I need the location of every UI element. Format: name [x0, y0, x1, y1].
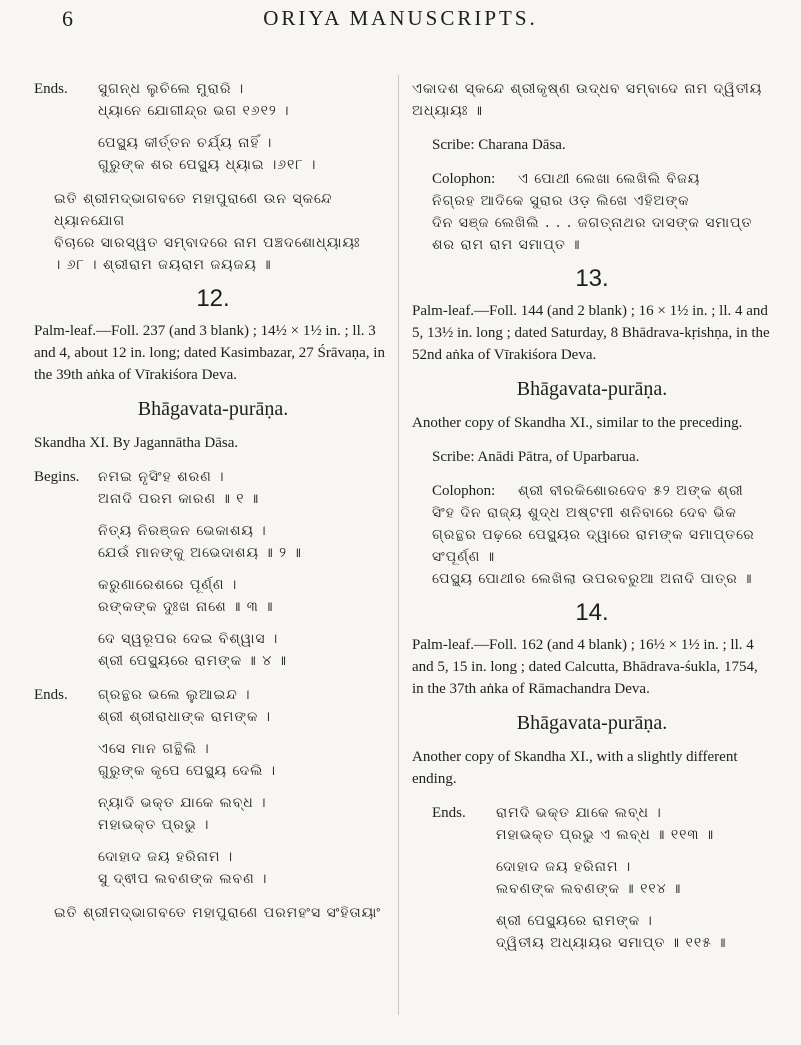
scribe-line: Scribe: Charana Dāsa.: [432, 137, 566, 153]
ends2-block: [34, 684, 392, 890]
colophon-top-block: [412, 78, 772, 122]
oriya-line: ଶ୍ରୀ ପେସ୍ଥ୍ୟରେ ରାମଙ୍କ ॥ ୪ ॥: [98, 653, 287, 669]
oriya-line: ଗୁରୁଙ୍କ କୃପେ ପେସ୍ଥ୍ୟ ଦେଲି ।: [98, 763, 277, 779]
entry-meta: Palm-leaf.—Foll. 237 (and 3 blank) ; 14½ × 1½ in. ; ll. 3 and 4, about 12 in. long; dated Kasimbazar, 27 Śrāvaṇa, in the 39th aṅka of Vīrakiśora Deva.: [34, 323, 385, 383]
oriya-line: ରଙ୍କଙ୍କ ଦୁଃଖ ନାଶେ ॥ ୩ ॥: [98, 599, 274, 615]
oriya-line: ଏସେ ମାନ ଗନ୍ଥିଲି ।: [98, 741, 210, 757]
scribe-line: Scribe: Anādi Pātra, of Uparbarua.: [432, 449, 640, 465]
oriya-line: ଧ୍ୟାନେ ଯୋଗୀନ୍ଦ୍ର ଭଗ ୧୬୧୨ ।: [98, 103, 290, 119]
page-number: 6: [62, 6, 73, 31]
entry-title: Bhāgavata-purāṇa.: [516, 378, 668, 400]
oriya-line: ଯେଉଁ ମାନଙ୍କୁ ଅଭେଦାଶୟ ॥ ୨ ॥: [98, 545, 302, 561]
colophon-line: ଇତି ଶ୍ରୀମଦ୍ଭାଗବତେ ମହାପୁରାଣେ ପରମହଂସ ସଂହିତାୟାଂ: [54, 905, 381, 921]
entry-number: 14.: [575, 599, 609, 626]
oriya-line: ନ୍ୟାଦି ଭକ୍ତ ଯାକେ ଲବ୍ଧ ।: [98, 795, 267, 811]
colophon-label: Colophon:: [432, 171, 496, 187]
entry-description: Another copy of Skandha XI., similar to the preceding.: [412, 415, 743, 431]
ends-label: Ends.: [34, 81, 68, 97]
oriya-line: ମହାଭକ୍ତ ପ୍ରଭୁ ଏ ଲବ୍ଧ ॥ ୧୧୩ ॥: [496, 827, 715, 843]
oriya-line: ଗ୍ରନ୍ଥର ପଢ଼ରେ ପେସ୍ଥ୍ୟର ଦ୍ୱାରେ ରାମଙ୍କ ସମାପ୍ତରେ ସଂପୂର୍ଣ୍ଣ ॥: [432, 527, 755, 565]
column-divider: [398, 75, 399, 1015]
ends-block: [432, 802, 772, 954]
entry-meta: Palm-leaf.—Foll. 144 (and 2 blank) ; 16 × 1½ in. ; ll. 4 and 5, 13½ in. long ; dated Saturday, 8 Bhādrava-kṛishṇa, in the 52nd aṅka of Vīrakiśora Deva.: [412, 303, 770, 363]
oriya-line: ନିତ୍ୟ ନିରଞ୍ଜନ ଭେକାଶୟ ।: [98, 523, 267, 539]
begins-label: Begins.: [34, 469, 80, 485]
oriya-line: ଦେ ସ୍ୱରୂପର ଦେଇ ବିଶ୍ୱାସ ।: [98, 631, 279, 647]
oriya-line: ଦୋହାଦ ଜୟ ହରିନାମ ।: [496, 859, 632, 875]
oriya-line: ଦିନ ସଞ୍ଜ ଲେଖିଲି . . . ଜଗତ୍ନାଥର ଦାସଙ୍କ ସମାପ୍ତ: [432, 215, 753, 231]
ends-label: Ends.: [34, 687, 68, 703]
oriya-line: ଶ୍ରୀ ଶ୍ରୀରାଧାଙ୍କ ରାମଙ୍କ ।: [98, 709, 272, 725]
oriya-line: ଏକାଦଶ ସ୍କନ୍ଦେ ଶ୍ରୀକୃଷ୍ଣ ଉଦ୍ଧବ ସମ୍ବାଦେ ନାମ ଦ୍ୱିତୀୟ: [412, 81, 763, 97]
entry-number: 12.: [196, 285, 230, 312]
oriya-line: ବିଚାରେ ସାରସ୍ୱତ ସମ୍ବାଦରେ ନାମ ପଞ୍ଚଦଶୋଧ୍ୟାୟଃ: [54, 235, 361, 251]
entry-meta: Palm-leaf.—Foll. 162 (and 4 blank) ; 16½ × 1½ in. ; ll. 4 and 5, 15 in. long ; dated Calcutta, Bhādrava-śukla, 1754, in the 37th aṅka of Rāmachandra Deva.: [412, 637, 758, 697]
oriya-line: । ୬୮ । ଶ୍ରୀରାମ ଜୟରାମ ଜୟଜୟ ॥: [54, 257, 272, 273]
ends-label: Ends.: [432, 805, 466, 821]
oriya-line: ଲବଣଙ୍କ ଲବଣଙ୍କ ॥ ୧୧୪ ॥: [496, 881, 682, 897]
oriya-line: ଦ୍ୱିତୀୟ ଅଧ୍ୟାୟର ସମାପ୍ତ ॥ ୧୧୫ ॥: [496, 935, 727, 951]
oriya-line: ନିଗ୍ରହ ଆଦିକେ ସୁରାର ଓଡ଼ ଲିଖେ ଏହିଅଙ୍କ: [432, 193, 690, 209]
oriya-line: ମହାଭକ୍ତ ପ୍ରଭୁ ।: [98, 817, 210, 833]
oriya-line: ଅଧ୍ୟାୟଃ ॥: [412, 103, 483, 119]
oriya-line: ଶ୍ରୀ ବୀରକିଶୋରଦେବ ୫୨ ଅଙ୍କ ଶ୍ରୀ: [518, 483, 744, 499]
oriya-line: ପେସ୍ଥ୍ୟ କୀର୍ତ୍ତନ ଚର୍ଯ୍ୟ ନାହିଁ ।: [98, 135, 273, 151]
oriya-line: କରୁଣାରେଶରେ ପୂର୍ଣ୍ଣ ।: [98, 577, 238, 593]
begins-block: [34, 466, 392, 672]
oriya-line: ଶର ରାମ ରାମ ସମାପ୍ତ ॥: [432, 237, 581, 253]
colophon-block: [54, 188, 392, 276]
oriya-line: ଗ୍ରନ୍ଥର ଭଲେ ଲୁଆଇନ୍ଦ ।: [98, 687, 251, 703]
right-column: [412, 78, 772, 966]
oriya-line: ଇତି ଶ୍ରୀମଦ୍ଭାଗବତେ ମହାପୁରାଣେ ଉନ ସ୍କନ୍ଦେ ଧ୍ୟାନଯୋଗ: [54, 191, 333, 229]
ends-block: [34, 78, 392, 176]
oriya-line: ସିଂହ ଦିନ ରାଜ୍ୟ ଶୁଦ୍ଧ ଅଷ୍ଟମୀ ଶନିବାରେ ଦେବ ଭିକ: [432, 505, 737, 521]
entry-number: 13.: [575, 265, 609, 292]
oriya-line: ଗୁରୁଙ୍କ ଶର ପେସ୍ଥ୍ୟ ଧ୍ୟାଇ ।୬୧୮ ।: [98, 157, 317, 173]
entry-description: Another copy of Skandha XI., with a slightly different ending.: [412, 749, 738, 787]
left-column: [34, 78, 392, 924]
oriya-line: ଏ ପୋଥୀ ଲେଖା ଲେଖିଲି ବିଜୟ: [518, 171, 701, 187]
skandha-line: Skandha XI. By Jagannātha Dāsa.: [34, 435, 239, 451]
colophon-block: [432, 480, 772, 590]
oriya-line: ରାମଦି ଭକ୍ତ ଯାକେ ଲବ୍ଧ ।: [496, 805, 662, 821]
oriya-line: ନମଇ ନୃସିଂହ ଶରଣ ।: [98, 469, 225, 485]
running-title: ORIYA MANUSCRIPTS.: [263, 6, 538, 30]
oriya-line: ପେସ୍ଥ୍ୟ ପୋଥୀର ଲେଖିଲା ଉପରବରୁଆ ଅନାଦି ପାତ୍ର ॥: [432, 571, 753, 587]
oriya-line: ସୁ ଦ୍ଵୀପ ଲବଣଙ୍କ ଲବଣ ।: [98, 871, 268, 887]
oriya-line: ଶ୍ରୀ ପେସ୍ଥ୍ୟରେ ରାମଙ୍କ ।: [496, 913, 653, 929]
colophon-label: Colophon:: [432, 483, 496, 499]
oriya-line: ଦୋହାଦ ଜୟ ହରିନାମ ।: [98, 849, 234, 865]
entry-title: Bhāgavata-purāṇa.: [516, 712, 668, 734]
oriya-line: ସୁଗନ୍ଧ ଲୁଚିଲେ ମୁରାରି ।: [98, 81, 245, 97]
oriya-line: ଅନାଦି ପରମ କାରଣ ॥ ୧ ॥: [98, 491, 260, 507]
colophon-block: [432, 168, 772, 256]
page-header: [0, 4, 801, 44]
entry-title: Bhāgavata-purāṇa.: [137, 398, 289, 420]
